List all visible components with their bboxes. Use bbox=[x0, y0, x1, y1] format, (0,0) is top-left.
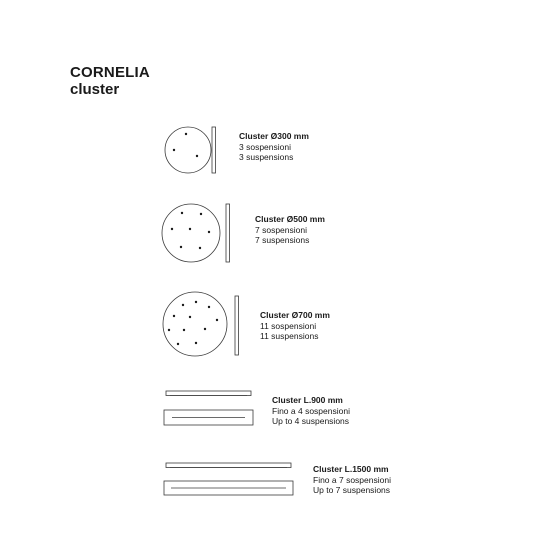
cluster-500-caption bbox=[255, 214, 325, 246]
cluster-700-drawing bbox=[163, 292, 239, 356]
cluster-300-it: 3 sospensioni bbox=[239, 141, 291, 152]
cluster-700-it: 11 sospensioni bbox=[260, 320, 317, 331]
cluster-1500-side-profile bbox=[166, 463, 291, 468]
cluster-1500-en: Up to 7 suspensions bbox=[313, 485, 391, 495]
cluster-700-en: 11 suspensions bbox=[260, 331, 319, 341]
cluster-900-drawing bbox=[164, 391, 253, 425]
cluster-500-en: 7 suspensions bbox=[255, 235, 310, 245]
cluster-900-name: Cluster L.900 mm bbox=[272, 395, 343, 405]
cluster-300-caption bbox=[239, 131, 309, 163]
cluster-700-side-profile bbox=[235, 296, 239, 355]
cluster-1500-name: Cluster L.1500 mm bbox=[313, 464, 389, 474]
cluster-500-it: 7 sospensioni bbox=[255, 224, 307, 235]
cluster-700-dots bbox=[168, 301, 218, 345]
cluster-900-caption bbox=[272, 395, 350, 427]
cluster-700-name: Cluster Ø700 mm bbox=[260, 310, 330, 320]
cluster-500-dots bbox=[171, 212, 210, 249]
cluster-300-name: Cluster Ø300 mm bbox=[239, 131, 309, 141]
cluster-900-side-profile bbox=[166, 391, 251, 396]
cluster-500-disc bbox=[162, 204, 220, 262]
cluster-900-it: Fino a 4 sospensioni bbox=[272, 405, 350, 416]
cluster-500-drawing bbox=[162, 204, 230, 262]
cluster-1500-caption bbox=[313, 464, 391, 496]
product-title: CORNELIA bbox=[70, 64, 150, 81]
cluster-300-drawing bbox=[165, 127, 216, 173]
cluster-300-dots bbox=[173, 133, 198, 157]
cluster-300-en: 3 suspensions bbox=[239, 152, 294, 162]
cluster-300-disc bbox=[165, 127, 211, 173]
product-subtitle: cluster bbox=[70, 81, 120, 98]
cluster-1500-drawing bbox=[164, 463, 293, 495]
cluster-900-en: Up to 4 suspensions bbox=[272, 416, 350, 426]
cluster-300-side-profile bbox=[212, 127, 216, 173]
cluster-500-name: Cluster Ø500 mm bbox=[255, 214, 325, 224]
cluster-700-caption bbox=[260, 310, 330, 342]
cluster-500-side-profile bbox=[226, 204, 230, 262]
cluster-1500-it: Fino a 7 sospensioni bbox=[313, 474, 391, 485]
